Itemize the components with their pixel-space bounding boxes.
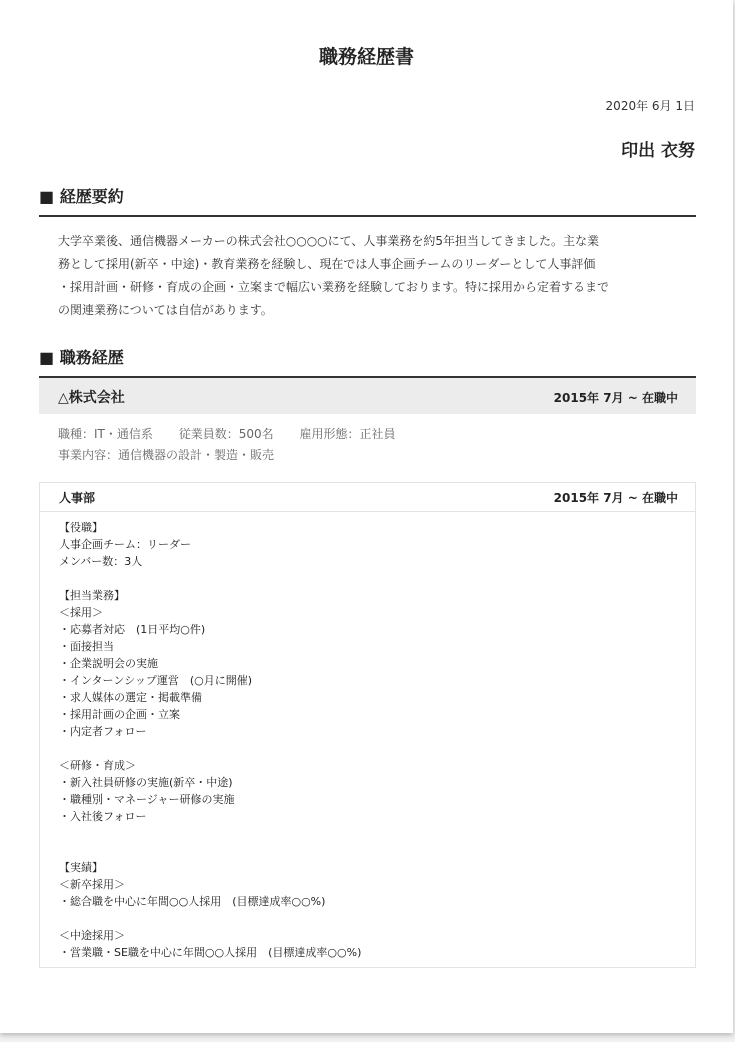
department-period: 2015年 7月 ~ 在職中 (553, 491, 678, 505)
department-detail-line: ＜採用＞ (59, 606, 103, 619)
department-detail-line: メンバー数：3人 (59, 555, 143, 568)
department-detail-line (59, 842, 679, 859)
company-industry: 職種：IT・通信系 (58, 427, 153, 441)
department-detail-line (59, 910, 679, 927)
department-detail-line (59, 740, 679, 757)
summary-line: ・採用計画・研修・育成の企画・立案まで幅広い業務を経験しております。特に採用から定着するまで (58, 280, 610, 294)
department-detail-line: ＜中途採用＞ (59, 929, 125, 942)
company-name: △株式会社 (58, 390, 125, 406)
summary-line: の関連業務については自信があります。 (58, 303, 273, 317)
document-date: 2020年 6月 1日 (605, 99, 695, 113)
career-heading: ■ 職務経歴 (39, 345, 696, 378)
department-detail-line: 【役職】 (59, 521, 103, 534)
department-detail-line: ・総合職を中心に年間○○人採用 (目標達成率○○%) (59, 895, 326, 908)
department-detail-line: ・企業説明会の実施 (59, 657, 158, 670)
department-detail-line: ・内定者フォロー (59, 725, 147, 738)
document-title: 職務経歴書 (318, 46, 414, 68)
company-employment-type: 雇用形態：正社員 (299, 427, 396, 441)
summary-line: 務として採用(新卒・中途)・教育業務を経験し、現在では人事企画チームのリーダーとして人事評価 (58, 257, 596, 271)
department-detail-line: ・営業職・SE職を中心に年間○○人採用 (目標達成率○○%) (59, 946, 362, 959)
company-period: 2015年 7月 ~ 在職中 (553, 391, 678, 405)
department-detail-line: ・インターンシップ運営 (○月に開催) (59, 674, 253, 687)
company-business: 事業内容：通信機器の設計・製造・販売 (58, 448, 275, 462)
department-detail-line: ・面接担当 (59, 640, 114, 653)
department-name: 人事部 (59, 491, 96, 505)
summary-text (58, 230, 688, 322)
department-header (40, 483, 695, 512)
department-detail-line: ＜研修・育成＞ (59, 759, 136, 772)
department-detail-line (59, 825, 679, 842)
company-header (39, 378, 696, 414)
department-detail-line: ・採用計画の企画・立案 (59, 708, 180, 721)
department-detail-line: 【実績】 (59, 861, 103, 874)
department-detail-line: ＜新卒採用＞ (59, 878, 125, 891)
department-box (39, 482, 696, 968)
department-detail-line: ・職種別・マネージャー研修の実施 (59, 793, 235, 806)
summary-heading: ■ 経歴要約 (39, 184, 696, 217)
company-meta (58, 425, 417, 442)
department-detail-line: ・新入社員研修の実施(新卒・中途) (59, 776, 233, 789)
department-details (59, 519, 679, 961)
department-detail-line: 【担当業務】 (59, 589, 125, 602)
department-detail-line: ・応募者対応 (1日平均○件) (59, 623, 206, 636)
department-detail-line: ・入社後フォロー (59, 810, 147, 823)
summary-line: 大学卒業後、通信機器メーカーの株式会社○○○○にて、人事業務を約5年担当してきました。主な業 (58, 234, 600, 248)
applicant-name: 印出 衣努 (621, 141, 695, 161)
company-employees: 従業員数：500名 (178, 427, 274, 441)
department-detail-line: 人事企画チーム：リーダー (59, 538, 191, 551)
department-detail-line (59, 570, 679, 587)
department-detail-line: ・求人媒体の選定・掲載準備 (59, 691, 202, 704)
